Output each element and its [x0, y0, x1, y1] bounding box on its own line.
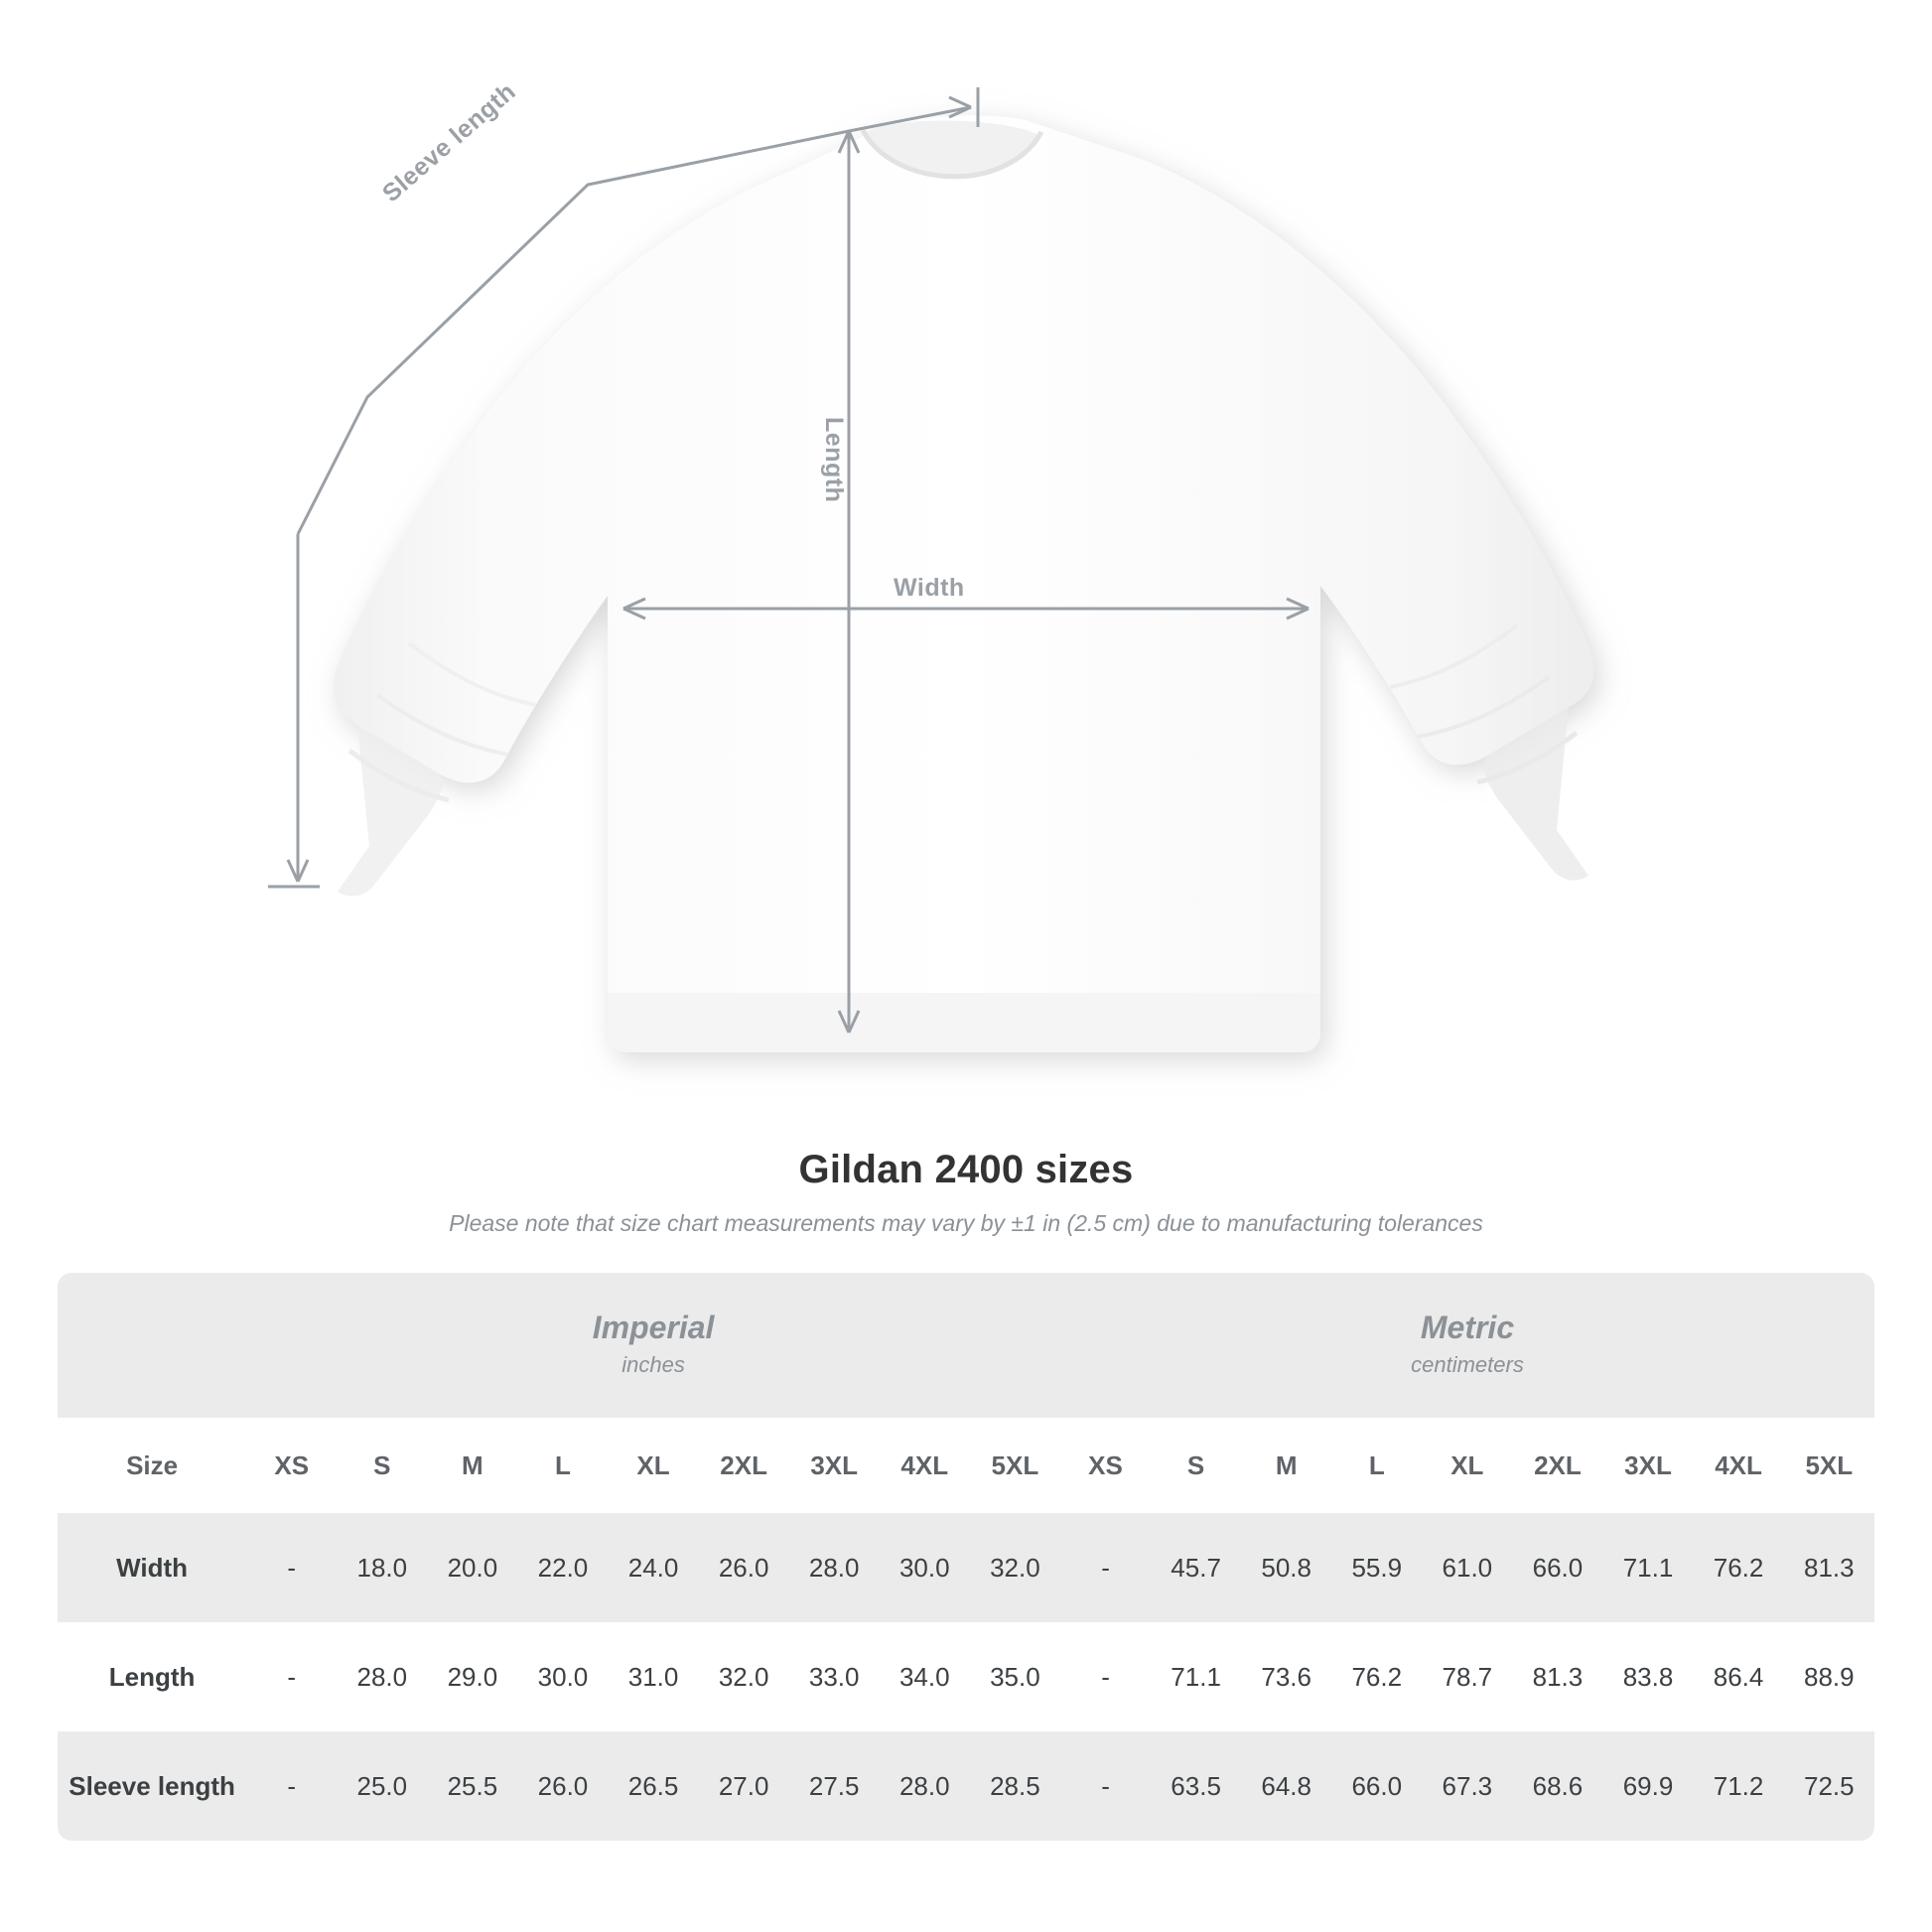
cell: 20.0 — [427, 1513, 517, 1622]
size-col-header: XL — [1422, 1418, 1512, 1513]
cell: 63.5 — [1151, 1731, 1241, 1841]
cell: 66.0 — [1331, 1731, 1422, 1841]
cell: 22.0 — [517, 1513, 608, 1622]
cell: 50.8 — [1241, 1513, 1331, 1622]
size-col-header: M — [1241, 1418, 1331, 1513]
unit-group-imperial-name: Imperial — [592, 1310, 715, 1346]
size-table-wrap — [58, 1273, 1874, 1841]
cell: 76.2 — [1331, 1622, 1422, 1731]
cell: 30.0 — [880, 1513, 970, 1622]
cell: 28.0 — [880, 1731, 970, 1841]
unit-group-metric-unit: centimeters — [1411, 1352, 1524, 1378]
cell: 72.5 — [1784, 1731, 1874, 1841]
cell: - — [246, 1731, 337, 1841]
cell: 71.1 — [1602, 1513, 1693, 1622]
cell: 81.3 — [1784, 1513, 1874, 1622]
row-label-width: Width — [58, 1513, 246, 1622]
size-chart-table — [58, 1273, 1874, 1841]
table-row — [58, 1622, 1874, 1731]
size-col-header: 5XL — [1784, 1418, 1874, 1513]
size-col-header: M — [427, 1418, 517, 1513]
size-header-label: Size — [58, 1418, 246, 1513]
row-label-length: Length — [58, 1622, 246, 1731]
unit-group-imperial-unit: inches — [621, 1352, 685, 1378]
unit-group-imperial — [246, 1273, 1060, 1418]
cell: - — [1060, 1513, 1151, 1622]
size-col-header: L — [1331, 1418, 1422, 1513]
cell: 67.3 — [1422, 1731, 1512, 1841]
size-col-header: S — [1151, 1418, 1241, 1513]
table-row — [58, 1513, 1874, 1622]
size-col-header: 2XL — [699, 1418, 789, 1513]
unit-group-metric — [1060, 1273, 1874, 1418]
cell: 81.3 — [1512, 1622, 1602, 1731]
unit-band-spacer — [58, 1273, 246, 1418]
cell: 32.0 — [699, 1622, 789, 1731]
cell: 78.7 — [1422, 1622, 1512, 1731]
cell: 33.0 — [789, 1622, 880, 1731]
cell: 28.5 — [970, 1731, 1060, 1841]
cell: 68.6 — [1512, 1731, 1602, 1841]
size-col-header: S — [337, 1418, 427, 1513]
cell: 45.7 — [1151, 1513, 1241, 1622]
cell: 88.9 — [1784, 1622, 1874, 1731]
cell: 32.0 — [970, 1513, 1060, 1622]
cell: - — [1060, 1731, 1151, 1841]
cell: 28.0 — [789, 1513, 880, 1622]
cell: - — [246, 1513, 337, 1622]
cell: 18.0 — [337, 1513, 427, 1622]
width-dimension-label: Width — [894, 574, 965, 602]
cell: 27.0 — [699, 1731, 789, 1841]
page-subtitle: Please note that size chart measurements may vary by ±1 in (2.5 cm) due to manufacturing tolerances — [449, 1210, 1483, 1236]
size-col-header: XL — [609, 1418, 699, 1513]
table-row — [58, 1731, 1874, 1841]
size-col-header: 5XL — [970, 1418, 1060, 1513]
cell: 24.0 — [609, 1513, 699, 1622]
cell: 29.0 — [427, 1622, 517, 1731]
size-header-row — [58, 1418, 1874, 1513]
unit-group-metric-name: Metric — [1420, 1310, 1515, 1346]
size-col-header: 3XL — [789, 1418, 880, 1513]
cell: 64.8 — [1241, 1731, 1331, 1841]
title-block — [0, 1148, 1932, 1237]
cell: 61.0 — [1422, 1513, 1512, 1622]
cell: 27.5 — [789, 1731, 880, 1841]
cell: 76.2 — [1694, 1513, 1784, 1622]
cell: 55.9 — [1331, 1513, 1422, 1622]
cell: 83.8 — [1602, 1622, 1693, 1731]
cell: 26.0 — [517, 1731, 608, 1841]
cell: - — [1060, 1622, 1151, 1731]
cell: 34.0 — [880, 1622, 970, 1731]
size-col-header: 4XL — [1694, 1418, 1784, 1513]
cell: 69.9 — [1602, 1731, 1693, 1841]
size-col-header: XS — [246, 1418, 337, 1513]
cell: 26.5 — [609, 1731, 699, 1841]
cell: 25.0 — [337, 1731, 427, 1841]
cell: 86.4 — [1694, 1622, 1784, 1731]
cell: 71.2 — [1694, 1731, 1784, 1841]
size-col-header: 2XL — [1512, 1418, 1602, 1513]
cell: 28.0 — [337, 1622, 427, 1731]
cell: 71.1 — [1151, 1622, 1241, 1731]
length-dimension-label: Length — [820, 417, 848, 503]
size-col-header: XS — [1060, 1418, 1151, 1513]
cell: 26.0 — [699, 1513, 789, 1622]
page-title: Gildan 2400 sizes — [798, 1148, 1134, 1191]
size-col-header: L — [517, 1418, 608, 1513]
size-col-header: 4XL — [880, 1418, 970, 1513]
cell: - — [246, 1622, 337, 1731]
cell: 25.5 — [427, 1731, 517, 1841]
cell: 73.6 — [1241, 1622, 1331, 1731]
row-label-sleeve-length: Sleeve length — [58, 1731, 246, 1841]
size-col-header: 3XL — [1602, 1418, 1693, 1513]
sleeve-length-dimension-label: Sleeve length — [377, 76, 521, 208]
cell: 35.0 — [970, 1622, 1060, 1731]
unit-band-row — [58, 1273, 1874, 1418]
cell: 30.0 — [517, 1622, 608, 1731]
cell: 31.0 — [609, 1622, 699, 1731]
cell: 66.0 — [1512, 1513, 1602, 1622]
